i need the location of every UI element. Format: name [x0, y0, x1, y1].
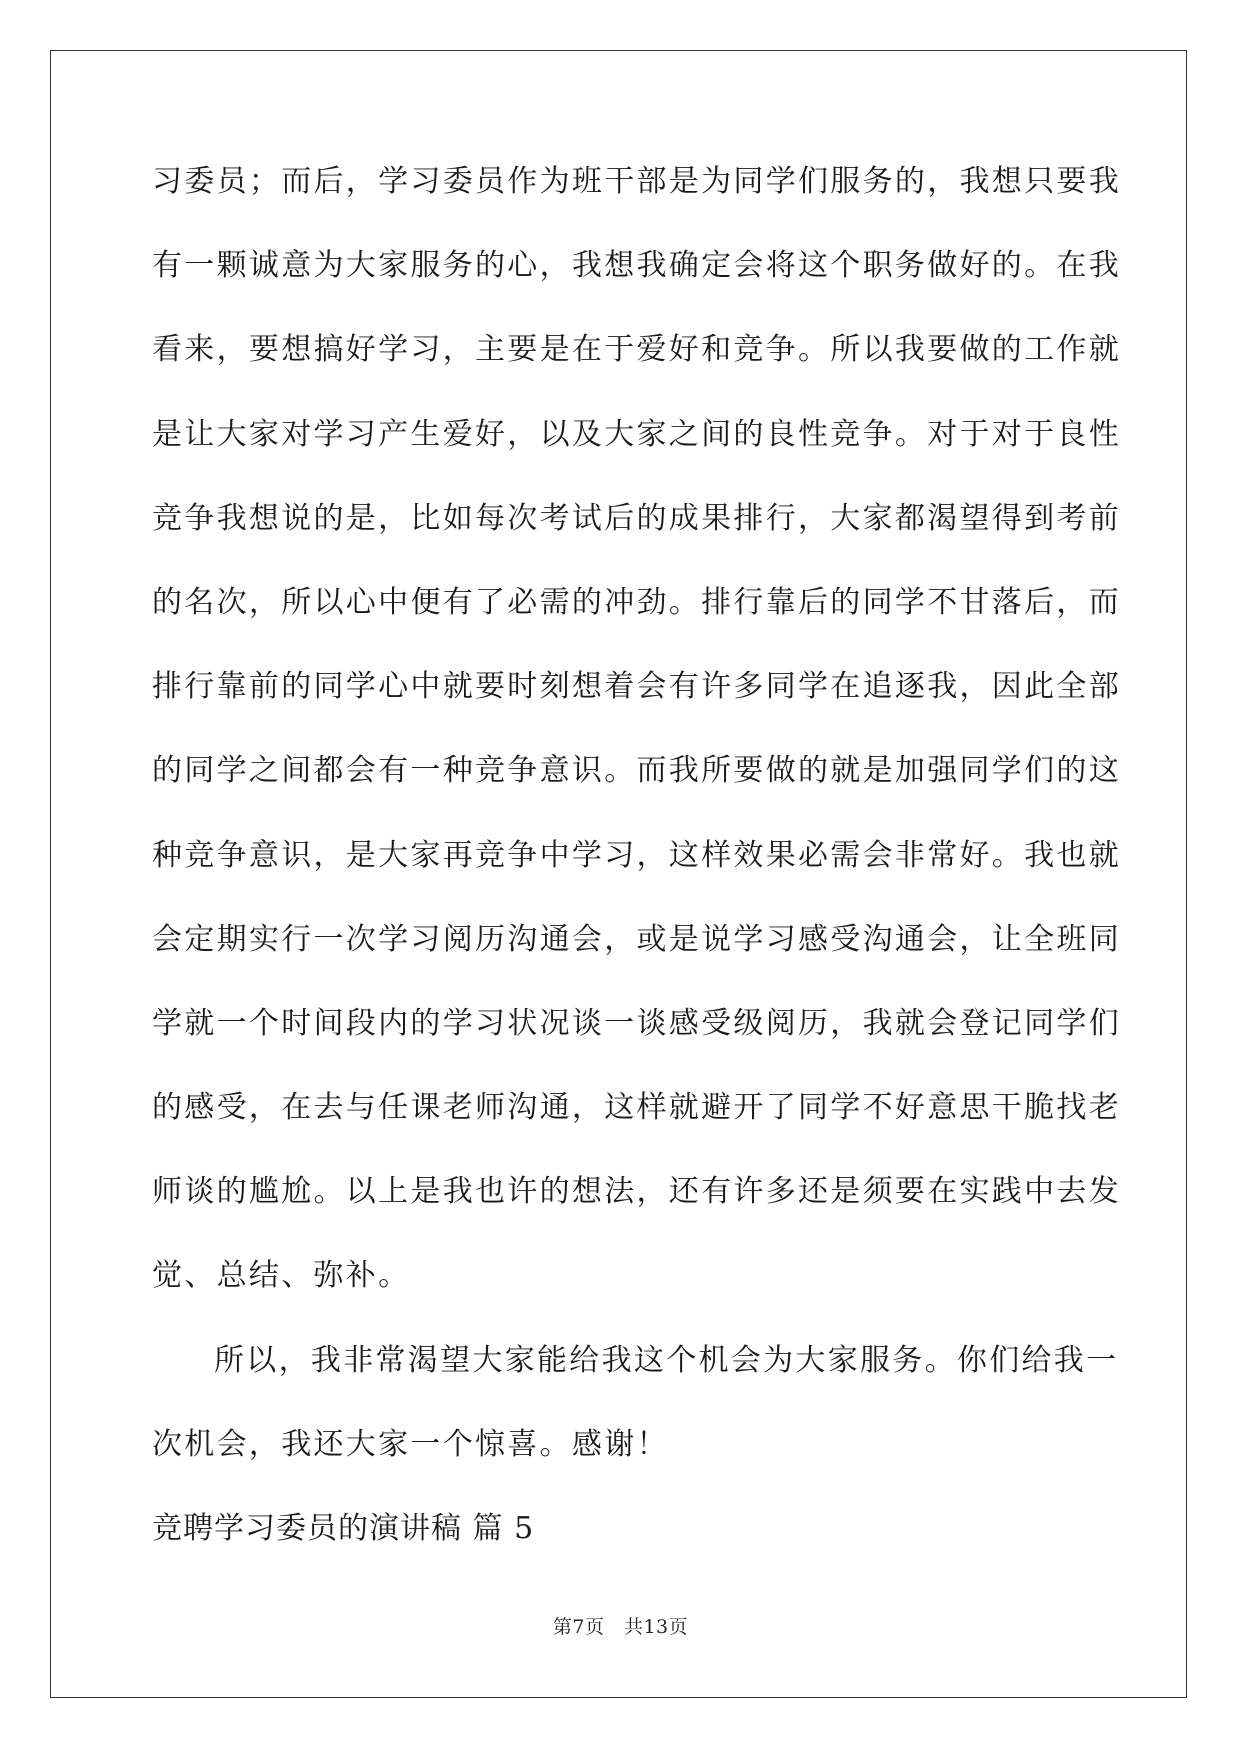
body-line: 的名次，所以心中便有了必需的冲劲。排行靠后的同学不甘落后，而 [152, 584, 1121, 620]
body-line: 师谈的尴尬。以上是我也许的想法，还有许多还是须要在实践中去发 [152, 1174, 1121, 1210]
body-line: 排行靠前的同学心中就要时刻想着会有许多同学在追逐我，因此全部 [152, 669, 1121, 705]
body-line: 会定期实行一次学习阅历沟通会，或是说学习感受沟通会，让全班同 [152, 921, 1121, 957]
section-title: 竞聘学习委员的演讲稿 篇 5 [152, 1511, 535, 1546]
body-line: 觉、总结、弥补。 [152, 1258, 411, 1294]
closing-paragraph-line: 次机会，我还大家一个惊喜。感谢！ [152, 1426, 669, 1462]
body-line: 竞争我想说的是，比如每次考试后的成果排行，大家都渴望得到考前 [152, 500, 1121, 536]
body-line: 看来，要想搞好学习，主要是在于爱好和竞争。所以我要做的工作就 [152, 332, 1121, 368]
body-line: 种竞争意识，是大家再竞争中学习，这样效果必需会非常好。我也就 [152, 837, 1121, 873]
body-line: 的同学之间都会有一种竞争意识。而我所要做的就是加强同学们的这 [152, 753, 1121, 789]
body-line: 是让大家对学习产生爱好，以及大家之间的良性竞争。对于对于良性 [152, 416, 1121, 452]
body-line: 有一颗诚意为大家服务的心，我想我确定会将这个职务做好的。在我 [152, 248, 1121, 284]
body-line: 学就一个时间段内的学习状况谈一谈感受级阅历，我就会登记同学们 [152, 1005, 1121, 1041]
page-footer: 第7页 共13页 [552, 1616, 689, 1638]
closing-paragraph-line: 所以，我非常渴望大家能给我这个机会为大家服务。你们给我一 [214, 1342, 1119, 1378]
body-line: 习委员；而后，学习委员作为班干部是为同学们服务的，我想只要我 [152, 164, 1121, 199]
body-line: 的感受，在去与任课老师沟通，这样就避开了同学不好意思干脆找老 [152, 1090, 1121, 1126]
document-body [152, 152, 1121, 1581]
